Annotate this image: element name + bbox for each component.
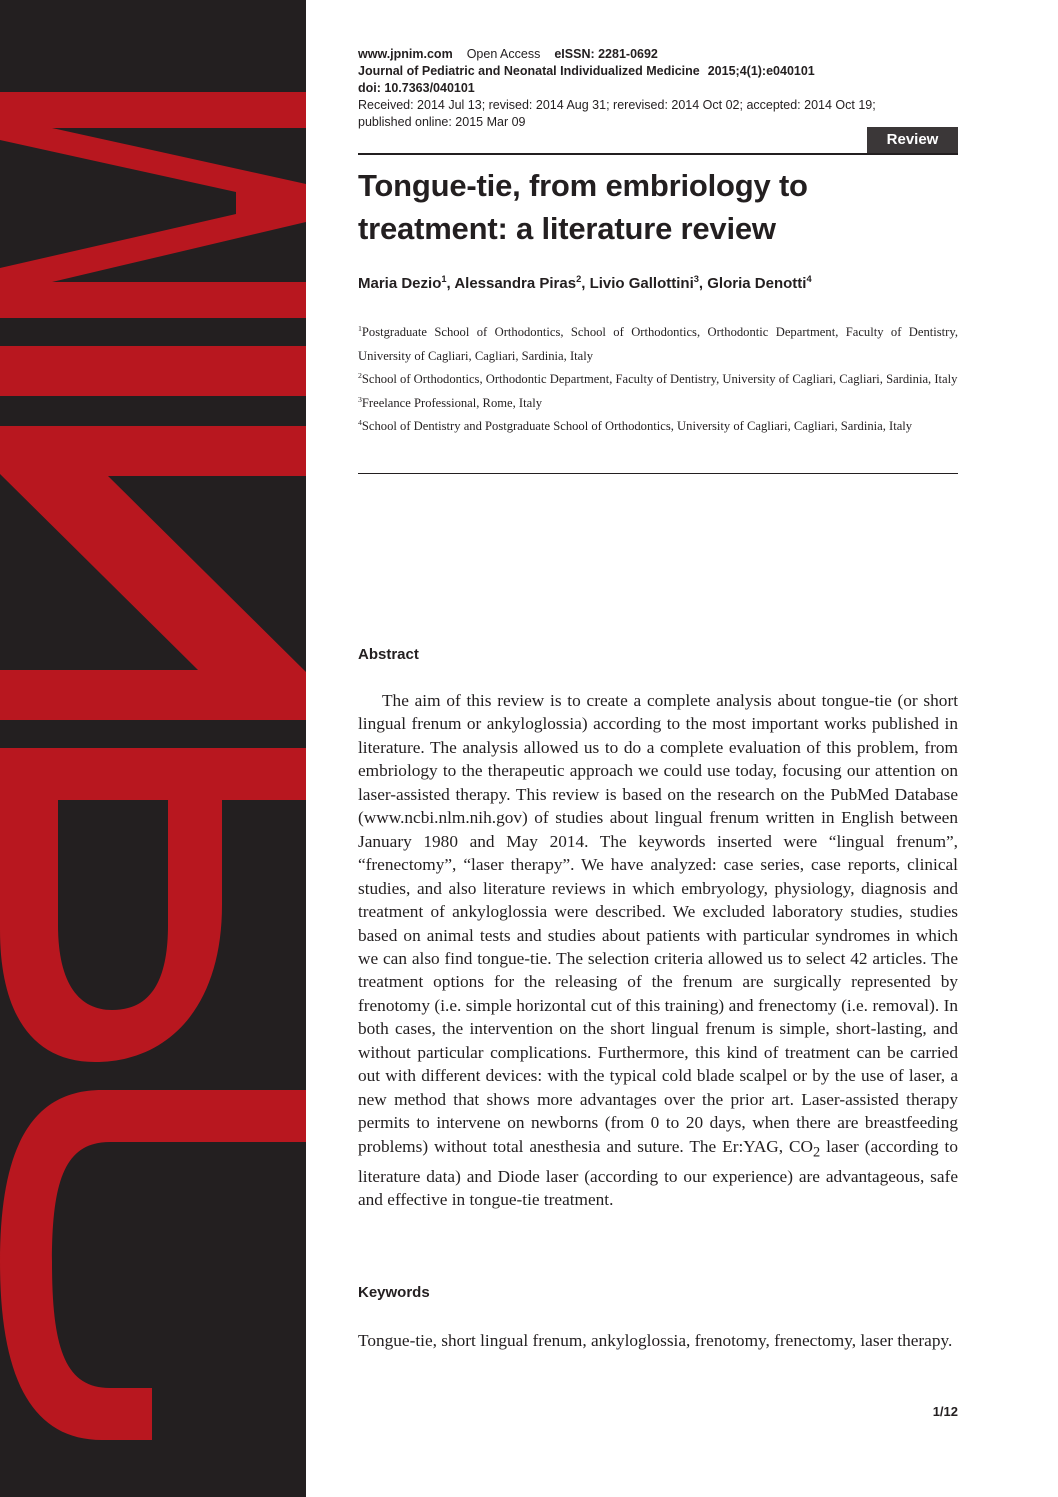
affiliation [358,392,958,416]
affiliation-marker: 4 [358,417,362,427]
author [358,275,454,292]
journal-brand-band [0,0,306,1497]
author-affiliation-marker: 2 [576,274,582,284]
journal-website-link[interactable]: www.jpnim.com [358,47,453,61]
affiliation-text: School of Dentistry and Postgraduate School of Orthodontics, University of Cagliari, Cagliari, Sardinia, Italy [361,419,913,433]
keywords-heading: Keywords [358,1284,430,1301]
article-title: Tongue-tie, from embriology to treatment: a literature review [358,168,808,246]
abstract-heading: Abstract [358,646,419,663]
affiliation-divider [358,473,958,474]
meta-row-access [358,46,958,63]
affiliation-text: School of Orthodontics, Orthodontic Department, Faculty of Dentistry, University of Cagliari, Cagliari, Sardinia, Italy [361,372,958,386]
header-divider [358,153,958,155]
author [707,275,811,292]
author-affiliation-marker: 4 [806,274,812,284]
logo-letter-i [0,346,306,396]
logo-letter-n [0,426,306,720]
author-separator: , [581,275,590,292]
author-affiliation-marker: 3 [693,274,699,284]
author-affiliation-marker: 1 [441,274,447,284]
affiliation-text: Freelance Professional, Rome, Italy [361,395,543,410]
affiliation-marker: 3 [358,394,362,404]
open-access-label: Open Access [466,47,541,61]
abstract-text [358,689,958,1211]
history-dates-line-2: published online: 2015 Mar 09 [358,115,526,129]
author-name: Maria Dezio [358,275,442,292]
author-list [358,274,958,294]
article-type-badge: Review [867,127,958,153]
affiliation-marker: 1 [358,323,362,333]
affiliation-text: Postgraduate School of Orthodontics, School of Orthodontics, Orthodontic Department, Faculty of Dentistry, University of Cagliari, Cagliari, Sardinia, Italy [358,325,958,363]
meta-row-journal [358,63,958,80]
logo-letter-p [0,748,306,1062]
journal-name: Journal of Pediatric and Neonatal Individualized Medicine [358,64,700,78]
logo-letter-m [0,92,306,318]
keywords-text: Tongue-tie, short lingual frenum, ankyloglossia, frenotomy, frenectomy, laser therapy. [358,1331,953,1350]
page-number: 1/12 [932,1404,958,1419]
author-name: Alessandra Piras [454,275,577,292]
abstract-text-main: The aim of this review is to create a complete analysis about tongue-tie (or short lingual frenum or ankyloglossia) according to the most important works published in literature. The analysis allowed us to do a complete evaluation of this problem, from embriology to the therapeutic approach we could use today, focusing our attention on laser-assisted therapy. This review is based on the research on the PubMed Database (www.ncbi.nlm.nih.gov) of studies about lingual frenum written in English between January 1980 and May 2014. The keywords inserted were “lingual frenum”, “frenectomy”, “laser therapy”. We have analyzed: case series, case reports, clinical studies, and also literature reviews in which embryology, physiology, diagnosis and treatment of ankyloglossia were described. We excluded laboratory studies, studies based on animal tests and studies about patients with particular syndromes in which we can also find tongue-tie. The selection criteria allowed us to select 42 articles. The treatment options for the releasing of the frenum are surgically represented by frenotomy (i.e. simple horizontal cut of this training) and frenectomy (i.e. removal). In both cases, the intervention on the short lingual frenum is simple, short-lasting, and without particular complications. Furthermore, this kind of treatment can be carried out with different devices: with the typical cold blade scalpel or by the use of laser, a new method that shows more advantages over the prior art. Laser-assisted therapy permits to intervene on newborns (from 0 to 20 days, when there are breastfeeding problems) without total anesthesia and suture. The Er:YAG, CO [358,691,958,1156]
history-dates-line-1: Received: 2014 Jul 13; revised: 2014 Aug 31; rerevised: 2014 Oct 02; accepted: 2014 Oct 19; [358,98,876,112]
author [454,275,589,292]
citation: 2015;4(1):e040101 [707,64,815,78]
eissn-label: eISSN: 2281-0692 [554,47,658,61]
abstract-text-end: laser (according to literature data) and Diode laser (according to our experience) are advantageous, safe and effective in tongue-tie treatment. [358,1136,958,1209]
affiliation-marker: 2 [358,370,362,380]
author-separator: , [698,275,708,292]
author-separator: , [446,275,455,292]
author-name: Gloria Denotti [707,275,807,292]
co2-subscript: 2 [813,1144,821,1161]
jpnim-logo [0,0,306,1497]
affiliation [358,368,958,392]
logo-letter-j [0,1090,306,1440]
affiliation-list [358,321,958,439]
author [590,275,708,292]
article-meta [358,46,958,131]
affiliation [358,415,958,439]
author-name: Livio Gallottini [589,275,694,292]
doi: doi: 10.7363/040101 [358,81,475,95]
affiliation [358,321,958,368]
